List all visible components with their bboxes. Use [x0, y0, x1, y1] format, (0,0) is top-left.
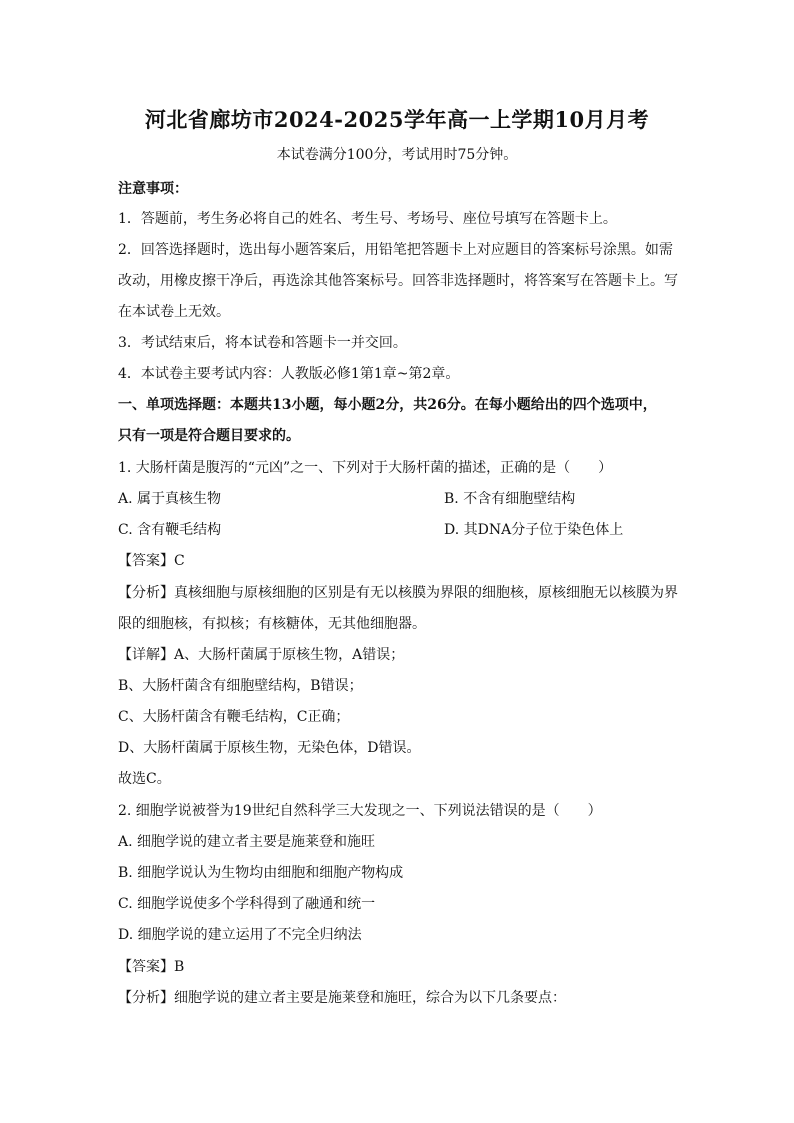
section-heading: 一、单项选择题：本题共13小题，每小题2分，共26分。在每小题给出的四个选项中， — [118, 397, 657, 413]
question-2-option-c: C. 细胞学说使多个学科得到了融通和统一 — [118, 896, 376, 912]
question-1-option-a: A. 属于真核生物 — [118, 491, 222, 507]
question-1-detail: C、大肠杆菌含有鞭毛结构，C正确； — [118, 709, 350, 725]
question-2-option-d: D. 细胞学说的建立运用了不完全归纳法 — [118, 927, 362, 943]
question-1-detail: D、大肠杆菌属于原核生物，无染色体，D错误。 — [118, 740, 421, 756]
question-2-option-a: A. 细胞学说的建立者主要是施莱登和施旺 — [118, 834, 376, 850]
question-1-answer: 【答案】C — [118, 553, 185, 569]
question-1-analysis-cont: 限的细胞核，有拟核；有核糖体，无其他细胞器。 — [118, 616, 426, 632]
notes-heading: 注意事项： — [118, 181, 188, 197]
exam-info: 本试卷满分100分，考试用时75分钟。 — [276, 147, 518, 163]
question-1-detail: 【详解】A、大肠杆菌属于原核生物，A错误； — [118, 647, 405, 663]
question-2-stem: 2. 细胞学说被誉为19世纪自然科学三大发现之一、下列说法错误的是（ ） — [118, 803, 602, 819]
question-1-analysis: 【分析】真核细胞与原核细胞的区别是有无以核膜为界限的细胞核，原核细胞无以核膜为界 — [118, 585, 678, 601]
note-item: 在本试卷上无效。 — [118, 304, 230, 320]
question-1-conclusion: 故选C。 — [118, 771, 171, 787]
question-1-option-c: C. 含有鞭毛结构 — [118, 522, 222, 538]
question-2-analysis: 【分析】细胞学说的建立者主要是施莱登和施旺，综合为以下几条要点： — [118, 990, 566, 1006]
question-1-stem: 1. 大肠杆菌是腹泻的“元凶”之一、下列对于大肠杆菌的描述，正确的是（ ） — [118, 460, 613, 476]
question-1-option-b: B. 不含有细胞壁结构 — [444, 491, 576, 507]
note-item: 3．考试结束后，将本试卷和答题卡一并交回。 — [118, 335, 407, 351]
question-2-option-b: B. 细胞学说认为生物均由细胞和细胞产物构成 — [118, 865, 404, 881]
page-title: 河北省廊坊市2024-2025学年高一上学期10月月考 — [144, 107, 650, 132]
question-2-answer: 【答案】B — [118, 959, 185, 975]
note-item: 1．答题前，考生务必将自己的姓名、考生号、考场号、座位号填写在答题卡上。 — [118, 211, 617, 227]
note-item: 2．回答选择题时，选出每小题答案后，用铅笔把答题卡上对应题目的答案标号涂黑。如需 — [118, 242, 673, 258]
note-item: 4．本试卷主要考试内容：人教版必修1第1章~第2章。 — [118, 366, 460, 382]
section-heading-cont: 只有一项是符合题目要求的。 — [118, 428, 300, 444]
question-1-detail: B、大肠杆菌含有细胞壁结构，B错误； — [118, 678, 363, 694]
question-1-option-d: D. 其DNA分子位于染色体上 — [444, 522, 624, 538]
note-item: 改动，用橡皮擦干净后，再选涂其他答案标号。回答非选择题时，将答案写在答题卡上。写 — [118, 273, 678, 289]
